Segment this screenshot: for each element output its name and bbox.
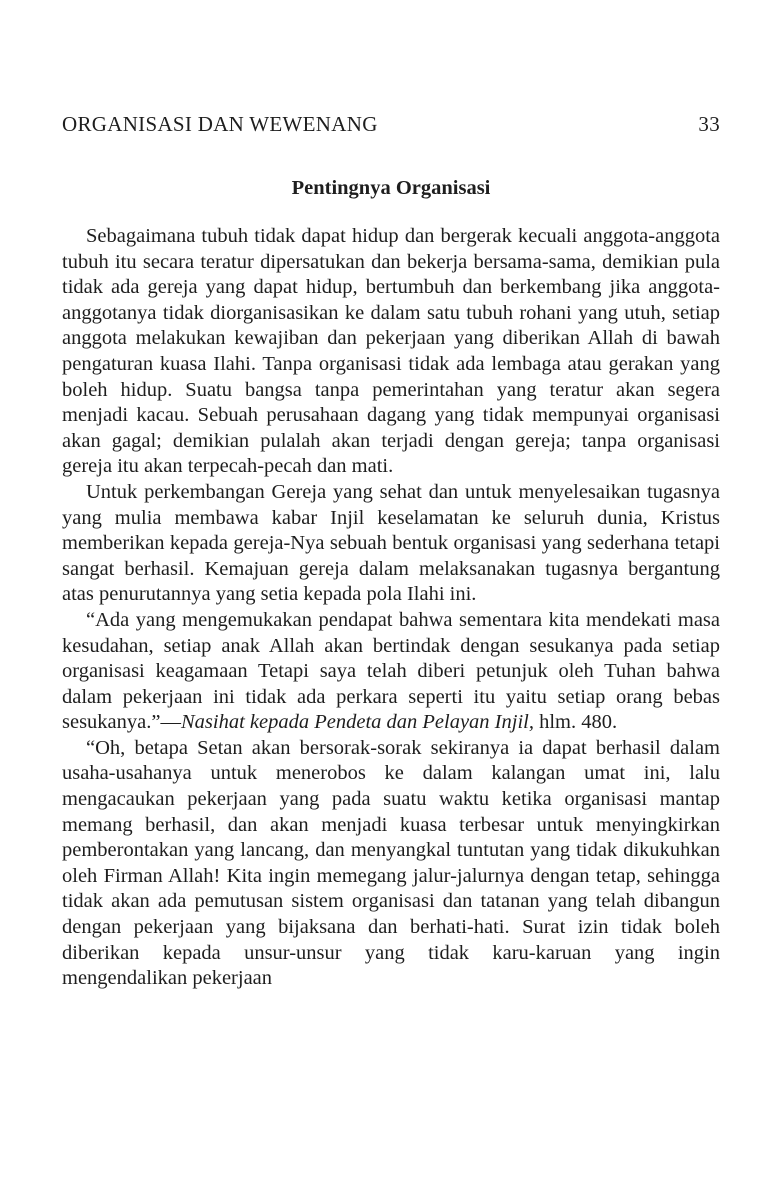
paragraph-text: “Ada yang mengemukakan pendapat bahwa sementara kita mendekati masa kesudahan, setiap anak Allah akan bertindak dengan sesukanya pada setiap organisasi keagamaan Tetapi saya telah diberi petunjuk oleh Tuhan bahwa dalam pekerjaan ini tidak ada perkara seperti itu yaitu setiap orang bebas sesukanya.”— (62, 608, 720, 734)
body-text (62, 224, 720, 992)
paragraph-text: “Oh, betapa Setan akan bersorak-sorak sekiranya ia dapat berhasil dalam usaha-usahanya untuk menerobos ke dalam kalangan umat ini, lalu mengacaukan pekerjaan yang pada suatu waktu ketika organisasi mantap memang berhasil, dan akan menjadi kuasa terbesar untuk menyingkirkan pemberontakan yang lancang, dan menyangkal tuntutan yang tidak dikukuhkan oleh Firman Allah! Kita ingin memegang jalur-jalurnya dengan tetap, sehingga tidak akan ada pemutusan sistem organisasi dan tatanan yang telah dibangun dengan pekerjaan yang bijaksana dan berhati-hati. Surat izin tidak boleh diberikan kepada unsur-unsur yang tidak karu-karuan yang ingin mengendalikan pekerjaan (62, 736, 720, 990)
citation-title: Nasihat kepada Pendeta dan Pelayan Injil, (180, 711, 534, 734)
chapter-title: ORGANISASI DAN WEWENANG (62, 112, 378, 136)
quote-paragraph (62, 608, 720, 736)
running-header (62, 112, 720, 144)
page-number: 33 (698, 112, 720, 136)
section-title: Pentingnya Organisasi (291, 177, 491, 199)
paragraph (62, 224, 720, 480)
paragraph-text: Sebagaimana tubuh tidak dapat hidup dan bergerak kecuali anggota-anggota tubuh itu secara teratur dipersatukan dan bekerja bersama-sama, demikian pula tidak ada gereja yang dapat hidup, bertumbuh dan berkembang jika anggota-anggotanya tidak diorganisasikan ke dalam satu tubuh rohani yang utuh, setiap anggota melakukan kewajiban dan pekerjaan yang diberikan Allah di bawah pengaturan kuasa Ilahi. Tanpa organisasi tidak ada lembaga atau gerakan yang boleh hidup. Suatu bangsa tanpa pemerintahan yang teratur akan segera menjadi kacau. Sebuah perusahaan dagang yang tidak mempunyai organisasi akan gagal; demikian pulalah akan terjadi dengan gereja; tanpa organisasi gereja itu akan terpecah-pecah dan mati. (62, 225, 720, 478)
paragraph-text: Untuk perkembangan Gereja yang sehat dan untuk menyelesaikan tugasnya yang mulia membawa kabar Injil keselamatan ke seluruh dunia, Kristus memberikan kepada gereja-Nya sebuah bentuk organisasi yang sederhana tetapi sangat berhasil. Kemajuan gereja dalam melaksanakan tugasnya bergantung atas penurutannya yang setia kepada pola Ilahi ini. (62, 480, 720, 606)
citation-page: hlm. 480. (533, 711, 618, 734)
book-page (62, 112, 720, 992)
paragraph (62, 480, 720, 608)
quote-paragraph (62, 736, 720, 992)
